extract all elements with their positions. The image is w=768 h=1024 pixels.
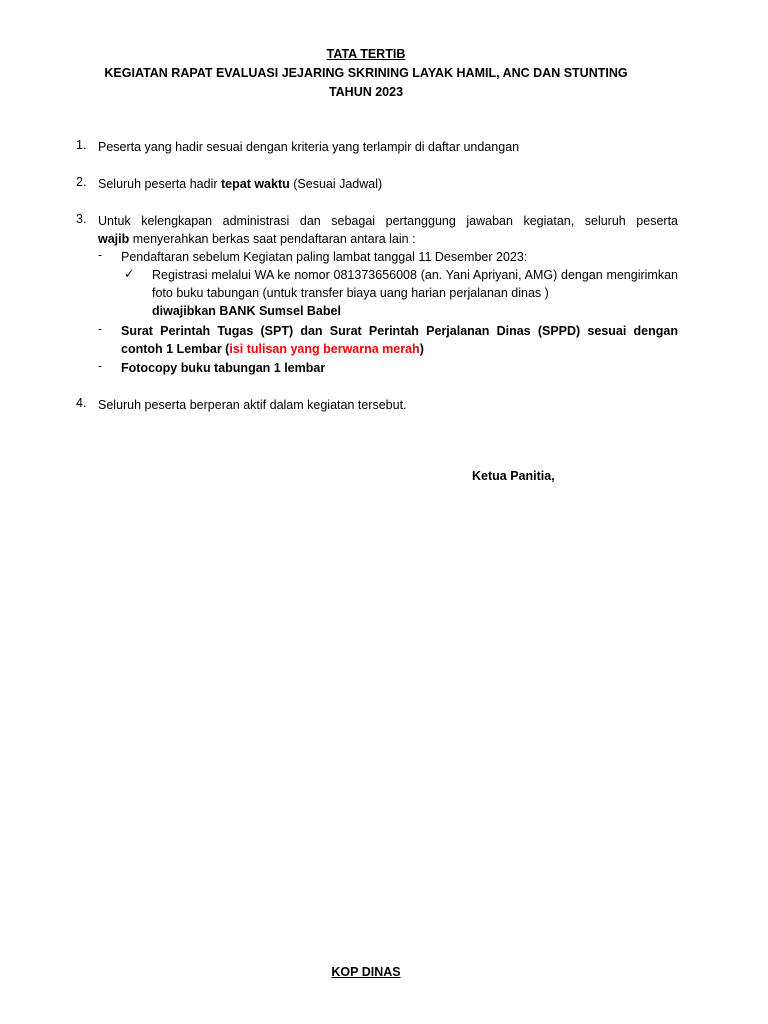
- subitem-marker-2: -: [98, 322, 103, 336]
- check-item-text: [152, 266, 678, 320]
- document-year: TAHUN 2023: [328, 85, 404, 99]
- item-number-1: 1.: [76, 138, 87, 152]
- item-number-3: 3.: [76, 212, 87, 226]
- footer-kop-dinas: KOP DINAS: [331, 965, 401, 979]
- item-text-2: [98, 175, 678, 193]
- check-item-body: Registrasi melalui WA ke nomor 081373656008 (an. Yani Apriyani, AMG) dengan mengirimkan foto buku tabungan (untuk transfer biaya uang harian perjalanan dinas ): [152, 268, 678, 300]
- item-text-1: Peserta yang hadir sesuai dengan kriteria yang terlampir di daftar undangan: [98, 140, 520, 154]
- check-icon: ✓: [124, 267, 135, 281]
- signature-label: Ketua Panitia,: [472, 469, 555, 483]
- item-2-bold: tepat waktu: [221, 177, 290, 191]
- document-subtitle: KEGIATAN RAPAT EVALUASI JEJARING SKRINING LAYAK HAMIL, ANC DAN STUNTING: [104, 66, 628, 80]
- item-2-post: (Sesuai Jadwal): [289, 177, 383, 191]
- subitem-text-2: [121, 322, 678, 358]
- item-number-2: 2.: [76, 175, 87, 189]
- subitem-2-bold: Surat Perintah Tugas (SPT) dan Surat Perintah Perjalanan Dinas (SPPD) sesuai dengan contoh 1 Lembar (: [121, 324, 678, 356]
- item-text-4: Seluruh peserta berperan aktif dalam kegiatan tersebut.: [98, 398, 407, 412]
- item-2-pre: Seluruh peserta hadir: [98, 177, 221, 191]
- subitem-text-3: Fotocopy buku tabungan 1 lembar: [121, 361, 326, 375]
- item-number-4: 4.: [76, 396, 87, 410]
- item-3-line1: Untuk kelengkapan administrasi dan sebagai pertanggung jawaban kegiatan, seluruh peserta: [98, 214, 678, 228]
- item-text-3: [98, 212, 678, 248]
- document-title: TATA TERTIB: [326, 47, 406, 61]
- item-3-bold: wajib: [98, 232, 130, 246]
- item-3-line2-rest: menyerahkan berkas saat pendaftaran antara lain :: [129, 232, 416, 246]
- subitem-2-red: isi tulisan yang berwarna merah: [229, 342, 420, 356]
- check-item-bold-line: diwajibkan BANK Sumsel Babel: [152, 304, 341, 318]
- subitem-marker-3: -: [98, 359, 103, 373]
- item-3-line2: [98, 230, 678, 248]
- subitem-text-1: Pendaftaran sebelum Kegiatan paling lambat tanggal 11 Desember 2023:: [121, 250, 528, 264]
- subitem-marker-1: -: [98, 248, 103, 262]
- subitem-2-close: ): [419, 342, 424, 356]
